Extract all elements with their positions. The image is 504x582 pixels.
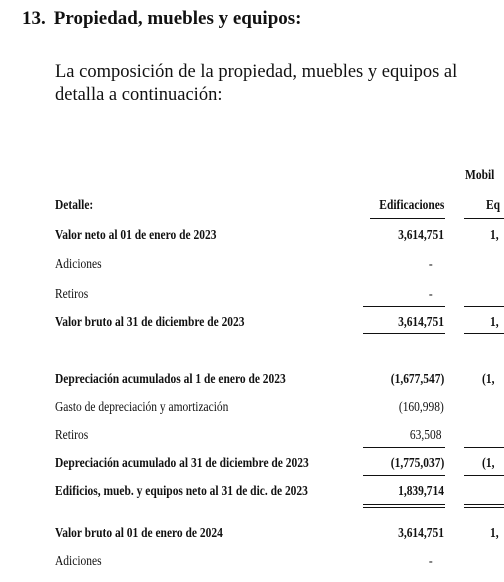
row-label: Valor bruto al 01 de enero de 2024: [55, 526, 223, 541]
row-value-col1: -: [429, 287, 433, 302]
row-value-col1: 3,614,751: [398, 526, 444, 541]
total-double-rule-col2-b: [464, 507, 504, 508]
intro-line-1: La composición de la propiedad, muebles y equipos al: [55, 62, 458, 82]
row-value-col1: (1,775,037): [390, 456, 444, 471]
header-rule-col2: [464, 218, 504, 219]
subtotal-rule-col1: [363, 447, 445, 448]
row-label: Depreciación acumulados al 1 de enero de 2023: [55, 372, 286, 387]
row-label: Valor bruto al 31 de diciembre de 2023: [55, 315, 245, 330]
header-col2: Eq: [486, 198, 501, 213]
row-label: Adiciones: [55, 257, 102, 272]
row-value-col2: 1,: [490, 315, 499, 330]
total-double-rule-col1-b: [363, 507, 445, 508]
total-rule-col2: [464, 333, 504, 334]
total-double-rule-col1-a: [363, 504, 445, 505]
row-label: Edificios, mueb. y equipos neto al 31 de dic. de 2023: [55, 484, 308, 499]
row-label: Valor neto al 01 de enero de 2023: [55, 228, 217, 243]
header-group-label: Mobil: [465, 168, 495, 183]
row-value-col1: 3,614,751: [398, 315, 444, 330]
row-value-col2: (1,: [482, 456, 495, 471]
row-label: Depreciación acumulado al 31 de diciembre de 2023: [55, 456, 309, 471]
row-value-col1: 3,614,751: [398, 228, 444, 243]
total-rule-col1: [363, 333, 445, 334]
row-value-col1: -: [429, 554, 433, 569]
row-value-col1: 63,508: [409, 428, 441, 443]
row-label: Retiros: [55, 428, 89, 443]
row-label: Retiros: [55, 287, 89, 302]
row-value-col1: (1,677,547): [390, 372, 444, 387]
header-rule-col1: [370, 218, 445, 219]
total-double-rule-col2-a: [464, 504, 504, 505]
subtotal-rule-col1: [363, 306, 445, 307]
row-value-col1: (160,998): [399, 400, 444, 415]
row-value-col2: 1,: [490, 228, 499, 243]
row-value-col2: 1,: [490, 526, 499, 541]
header-detail: Detalle:: [55, 198, 94, 213]
subtotal-rule-col2: [464, 447, 504, 448]
row-label: Adiciones: [55, 554, 102, 569]
row-value-col1: -: [429, 257, 433, 272]
subtotal-rule-col2: [464, 475, 504, 476]
subtotal-rule-col2: [464, 306, 504, 307]
subtotal-rule-col1: [363, 475, 445, 476]
row-label: Gasto de depreciación y amortización: [55, 400, 229, 415]
header-edificaciones: Edificaciones: [378, 198, 444, 213]
row-value-col1: 1,839,714: [398, 484, 444, 499]
section-number: 13.: [22, 8, 46, 29]
section-title: Propiedad, muebles y equipos:: [53, 8, 302, 29]
row-value-col2: (1,: [482, 372, 495, 387]
intro-line-2: detalla a continuación:: [55, 85, 223, 105]
